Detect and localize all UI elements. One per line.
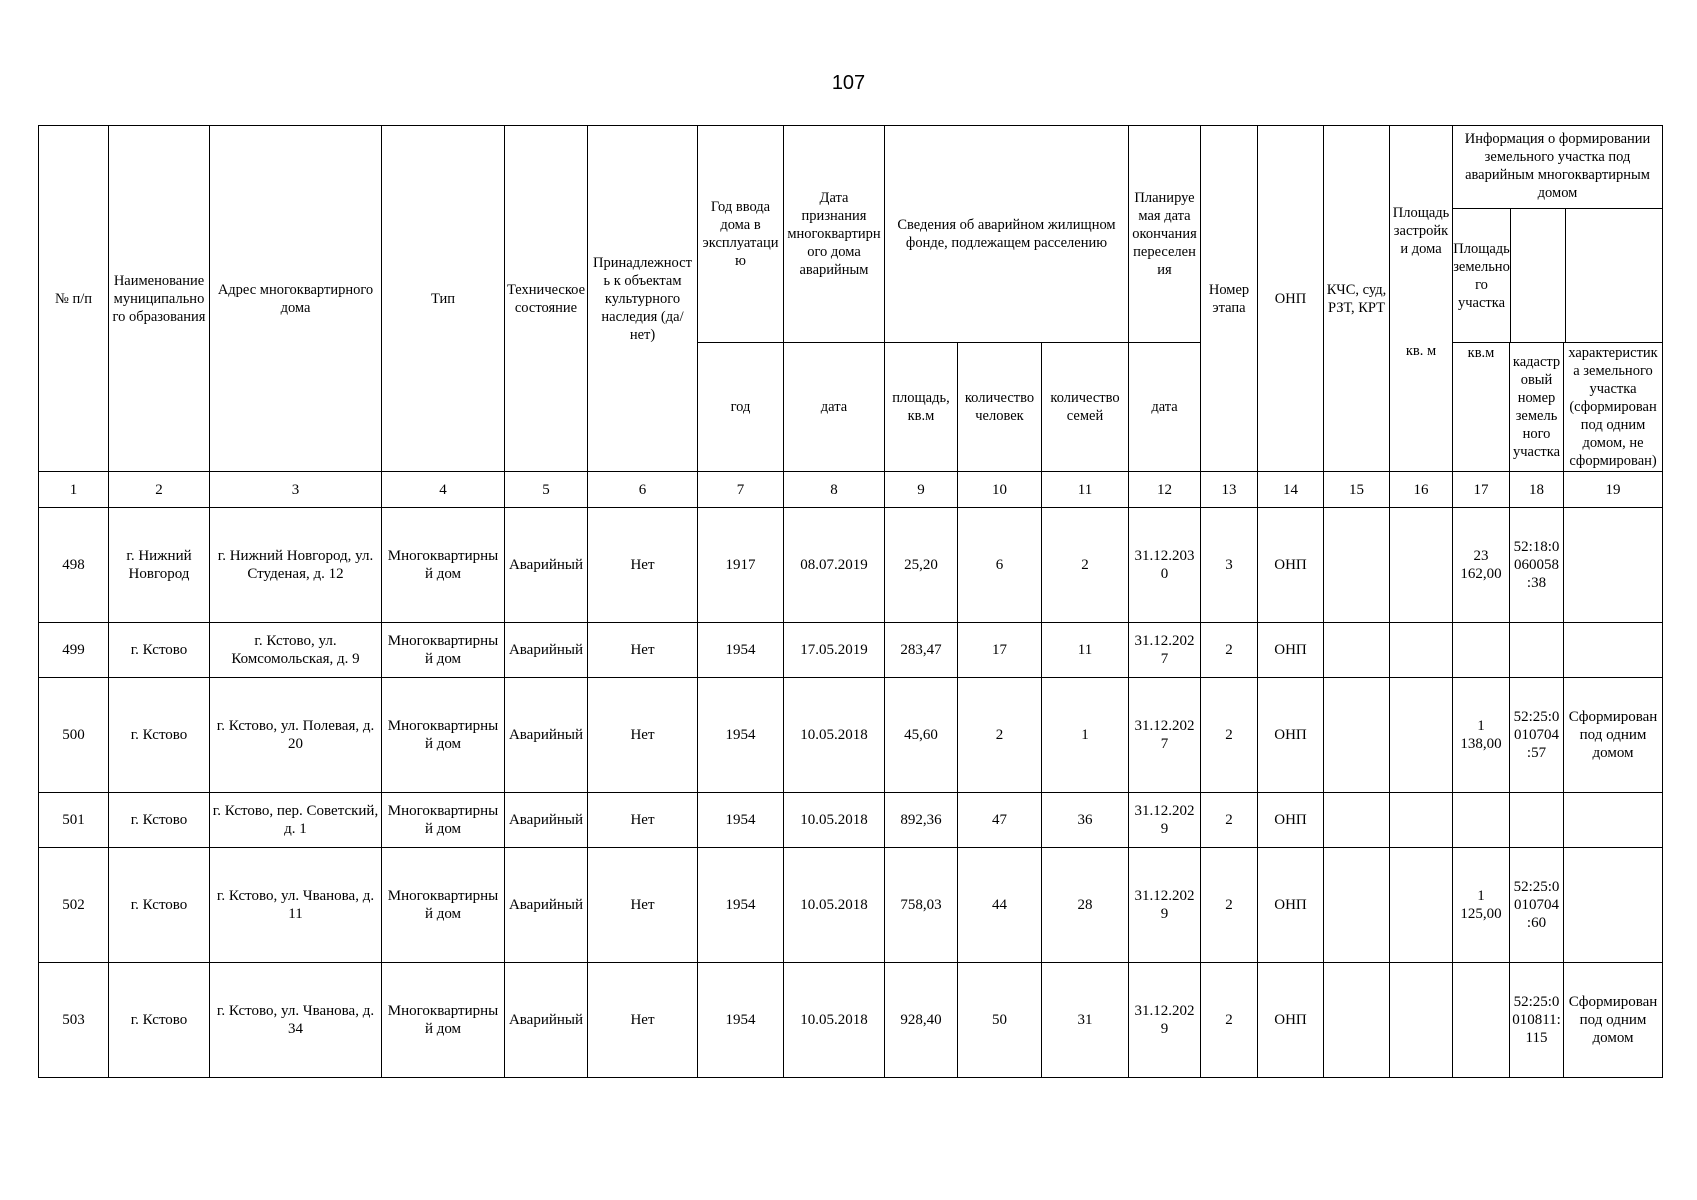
cell-municipality: г. Кстово [109,678,210,793]
cell-year: 1954 [698,623,784,678]
cell-number: 503 [39,963,109,1078]
column-number: 18 [1510,472,1564,508]
cell-building-area [1390,508,1453,623]
cell-number: 500 [39,678,109,793]
column-number: 15 [1324,472,1390,508]
column-number: 17 [1453,472,1510,508]
cell-state: Аварийный [505,678,588,793]
header-plot-area: Площадь земельного участка [1453,209,1511,342]
cell-families: 28 [1042,848,1129,963]
cell-area: 283,47 [885,623,958,678]
cell-onp: ОНП [1258,793,1324,848]
cell-stage: 2 [1201,678,1258,793]
header-land-plot-title: Информация о формировании земельного участка под аварийным многоквартирным домом [1453,126,1662,209]
cell-state: Аварийный [505,508,588,623]
cell-area: 25,20 [885,508,958,623]
cell-plot-area [1453,963,1510,1078]
cell-date: 10.05.2018 [784,678,885,793]
cell-families: 2 [1042,508,1129,623]
header-emergency-date: Дата признания многоквартирного дома аварийным [784,126,885,343]
cell-heritage: Нет [588,793,698,848]
header-plot-char-spacer [1566,209,1662,342]
subheader-families: количество семей [1042,343,1129,472]
cell-families: 36 [1042,793,1129,848]
cell-people: 44 [958,848,1042,963]
subheader-people: количество человек [958,343,1042,472]
cell-people: 17 [958,623,1042,678]
cell-number: 501 [39,793,109,848]
header-address: Адрес многоквартирного дома [210,126,382,472]
cell-stage: 2 [1201,848,1258,963]
column-number: 4 [382,472,505,508]
subheader-date: дата [784,343,885,472]
cell-cadastral [1510,793,1564,848]
cell-address: г. Кстово, ул. Чванова, д. 11 [210,848,382,963]
cell-date: 10.05.2018 [784,793,885,848]
table-row [39,793,1663,848]
cell-heritage: Нет [588,848,698,963]
cell-type: Многоквартирный дом [382,793,505,848]
cell-heritage: Нет [588,623,698,678]
cell-plan-date: 31.12.2029 [1129,963,1201,1078]
cell-state: Аварийный [505,623,588,678]
cell-area: 928,40 [885,963,958,1078]
subheader-plot-area-unit: кв.м [1453,343,1510,472]
header-municipality: Наименование муниципального образования [109,126,210,472]
cell-state: Аварийный [505,793,588,848]
header-planned-date: Планируемая дата окончания переселения [1129,126,1201,343]
header-building-area [1390,126,1453,472]
cell-families: 1 [1042,678,1129,793]
cell-heritage: Нет [588,963,698,1078]
header-heritage: Принадлежность к объектам культурного наследия (да/нет) [588,126,698,472]
cell-plot-char [1564,508,1663,623]
cell-plan-date: 31.12.2027 [1129,623,1201,678]
cell-people: 50 [958,963,1042,1078]
cell-building-area [1390,623,1453,678]
cell-year: 1954 [698,793,784,848]
cell-address: г. Кстово, ул. Комсомольская, д. 9 [210,623,382,678]
column-number: 11 [1042,472,1129,508]
cell-cadastral: 52:18:0060058:38 [1510,508,1564,623]
cell-kchs [1324,508,1390,623]
cell-building-area [1390,793,1453,848]
cell-plan-date: 31.12.2027 [1129,678,1201,793]
cell-cadastral: 52:25:0010704:57 [1510,678,1564,793]
header-row-number: № п/п [39,126,109,472]
emergency-housing-table [38,125,1663,1078]
cell-state: Аварийный [505,963,588,1078]
cell-type: Многоквартирный дом [382,848,505,963]
cell-area: 892,36 [885,793,958,848]
column-number: 8 [784,472,885,508]
table-row [39,623,1663,678]
table-row [39,963,1663,1078]
header-technical-state: Техническое состояние [505,126,588,472]
header-type: Тип [382,126,505,472]
cell-kchs [1324,848,1390,963]
cell-onp: ОНП [1258,678,1324,793]
cell-municipality: г. Кстово [109,623,210,678]
cell-type: Многоквартирный дом [382,623,505,678]
cell-year: 1954 [698,963,784,1078]
cell-kchs [1324,963,1390,1078]
header-land-plot-info [1453,126,1663,343]
cell-address: г. Кстово, пер. Советский, д. 1 [210,793,382,848]
column-number: 16 [1390,472,1453,508]
cell-type: Многоквартирный дом [382,508,505,623]
cell-onp: ОНП [1258,963,1324,1078]
column-number: 3 [210,472,382,508]
cell-people: 47 [958,793,1042,848]
cell-heritage: Нет [588,508,698,623]
cell-onp: ОНП [1258,623,1324,678]
subheader-year: год [698,343,784,472]
cell-date: 10.05.2018 [784,963,885,1078]
cell-stage: 3 [1201,508,1258,623]
cell-municipality: г. Кстово [109,848,210,963]
header-row-main [39,126,1663,343]
cell-kchs [1324,678,1390,793]
header-onp: ОНП [1258,126,1324,472]
column-number: 12 [1129,472,1201,508]
cell-municipality: г. Кстово [109,793,210,848]
cell-date: 10.05.2018 [784,848,885,963]
column-number: 13 [1201,472,1258,508]
cell-state: Аварийный [505,848,588,963]
cell-stage: 2 [1201,963,1258,1078]
cell-address: г. Нижний Новгород, ул. Студеная, д. 12 [210,508,382,623]
cell-year: 1954 [698,678,784,793]
cell-stage: 2 [1201,793,1258,848]
cell-plot-char [1564,623,1663,678]
column-number: 2 [109,472,210,508]
subheader-area: площадь, кв.м [885,343,958,472]
cell-building-area [1390,848,1453,963]
cell-municipality: г. Нижний Новгород [109,508,210,623]
cell-number: 499 [39,623,109,678]
cell-people: 6 [958,508,1042,623]
subheader-plot-characteristic: характеристика земельного участка (сформирован под одним домом, не сформирован) [1564,343,1663,472]
cell-plot-area [1453,793,1510,848]
column-number: 19 [1564,472,1663,508]
cell-onp: ОНП [1258,848,1324,963]
column-number: 7 [698,472,784,508]
cell-plot-area [1453,623,1510,678]
cell-building-area [1390,678,1453,793]
table-row [39,508,1663,623]
cell-plot-area: 1 125,00 [1453,848,1510,963]
header-commission-year: Год ввода дома в эксплуатацию [698,126,784,343]
cell-plot-char [1564,848,1663,963]
page-number: 107 [831,72,866,94]
cell-plot-char: Сформирован под одним домом [1564,678,1663,793]
cell-area: 758,03 [885,848,958,963]
cell-type: Многоквартирный дом [382,678,505,793]
column-number: 5 [505,472,588,508]
header-emergency-fund: Сведения об аварийном жилищном фонде, подлежащем расселению [885,126,1129,343]
column-number: 6 [588,472,698,508]
cell-address: г. Кстово, ул. Чванова, д. 34 [210,963,382,1078]
cell-heritage: Нет [588,678,698,793]
cell-cadastral: 52:25:0010704:60 [1510,848,1564,963]
cell-plan-date: 31.12.2029 [1129,848,1201,963]
header-kchs: КЧС, суд, РЗТ, КРТ [1324,126,1390,472]
cell-plot-char: Сформирован под одним домом [1564,963,1663,1078]
cell-date: 17.05.2019 [784,623,885,678]
subheader-plan-date: дата [1129,343,1201,472]
cell-kchs [1324,623,1390,678]
cell-kchs [1324,793,1390,848]
header-stage-number: Номер этапа [1201,126,1258,472]
subheader-cadastral: кадастровый номер земельного участка [1510,343,1564,472]
cell-onp: ОНП [1258,508,1324,623]
cell-people: 2 [958,678,1042,793]
cell-stage: 2 [1201,623,1258,678]
header-cadastral-spacer [1511,209,1566,342]
cell-number: 498 [39,508,109,623]
cell-plot-area: 23 162,00 [1453,508,1510,623]
cell-year: 1917 [698,508,784,623]
cell-address: г. Кстово, ул. Полевая, д. 20 [210,678,382,793]
cell-families: 11 [1042,623,1129,678]
cell-plot-char [1564,793,1663,848]
cell-families: 31 [1042,963,1129,1078]
cell-year: 1954 [698,848,784,963]
cell-date: 08.07.2019 [784,508,885,623]
table-row [39,848,1663,963]
header-building-area-unit: кв. м [1405,343,1437,359]
cell-municipality: г. Кстово [109,963,210,1078]
column-number: 9 [885,472,958,508]
cell-cadastral: 52:25:0010811:115 [1510,963,1564,1078]
cell-type: Многоквартирный дом [382,963,505,1078]
cell-area: 45,60 [885,678,958,793]
column-number: 14 [1258,472,1324,508]
cell-number: 502 [39,848,109,963]
header-building-area-label: Площадь застройки дома [1392,204,1450,257]
column-number: 1 [39,472,109,508]
column-number: 10 [958,472,1042,508]
cell-building-area [1390,963,1453,1078]
cell-plan-date: 31.12.2029 [1129,793,1201,848]
cell-plan-date: 31.12.2030 [1129,508,1201,623]
cell-plot-area: 1 138,00 [1453,678,1510,793]
table-row [39,678,1663,793]
column-number-row [39,472,1663,508]
cell-cadastral [1510,623,1564,678]
